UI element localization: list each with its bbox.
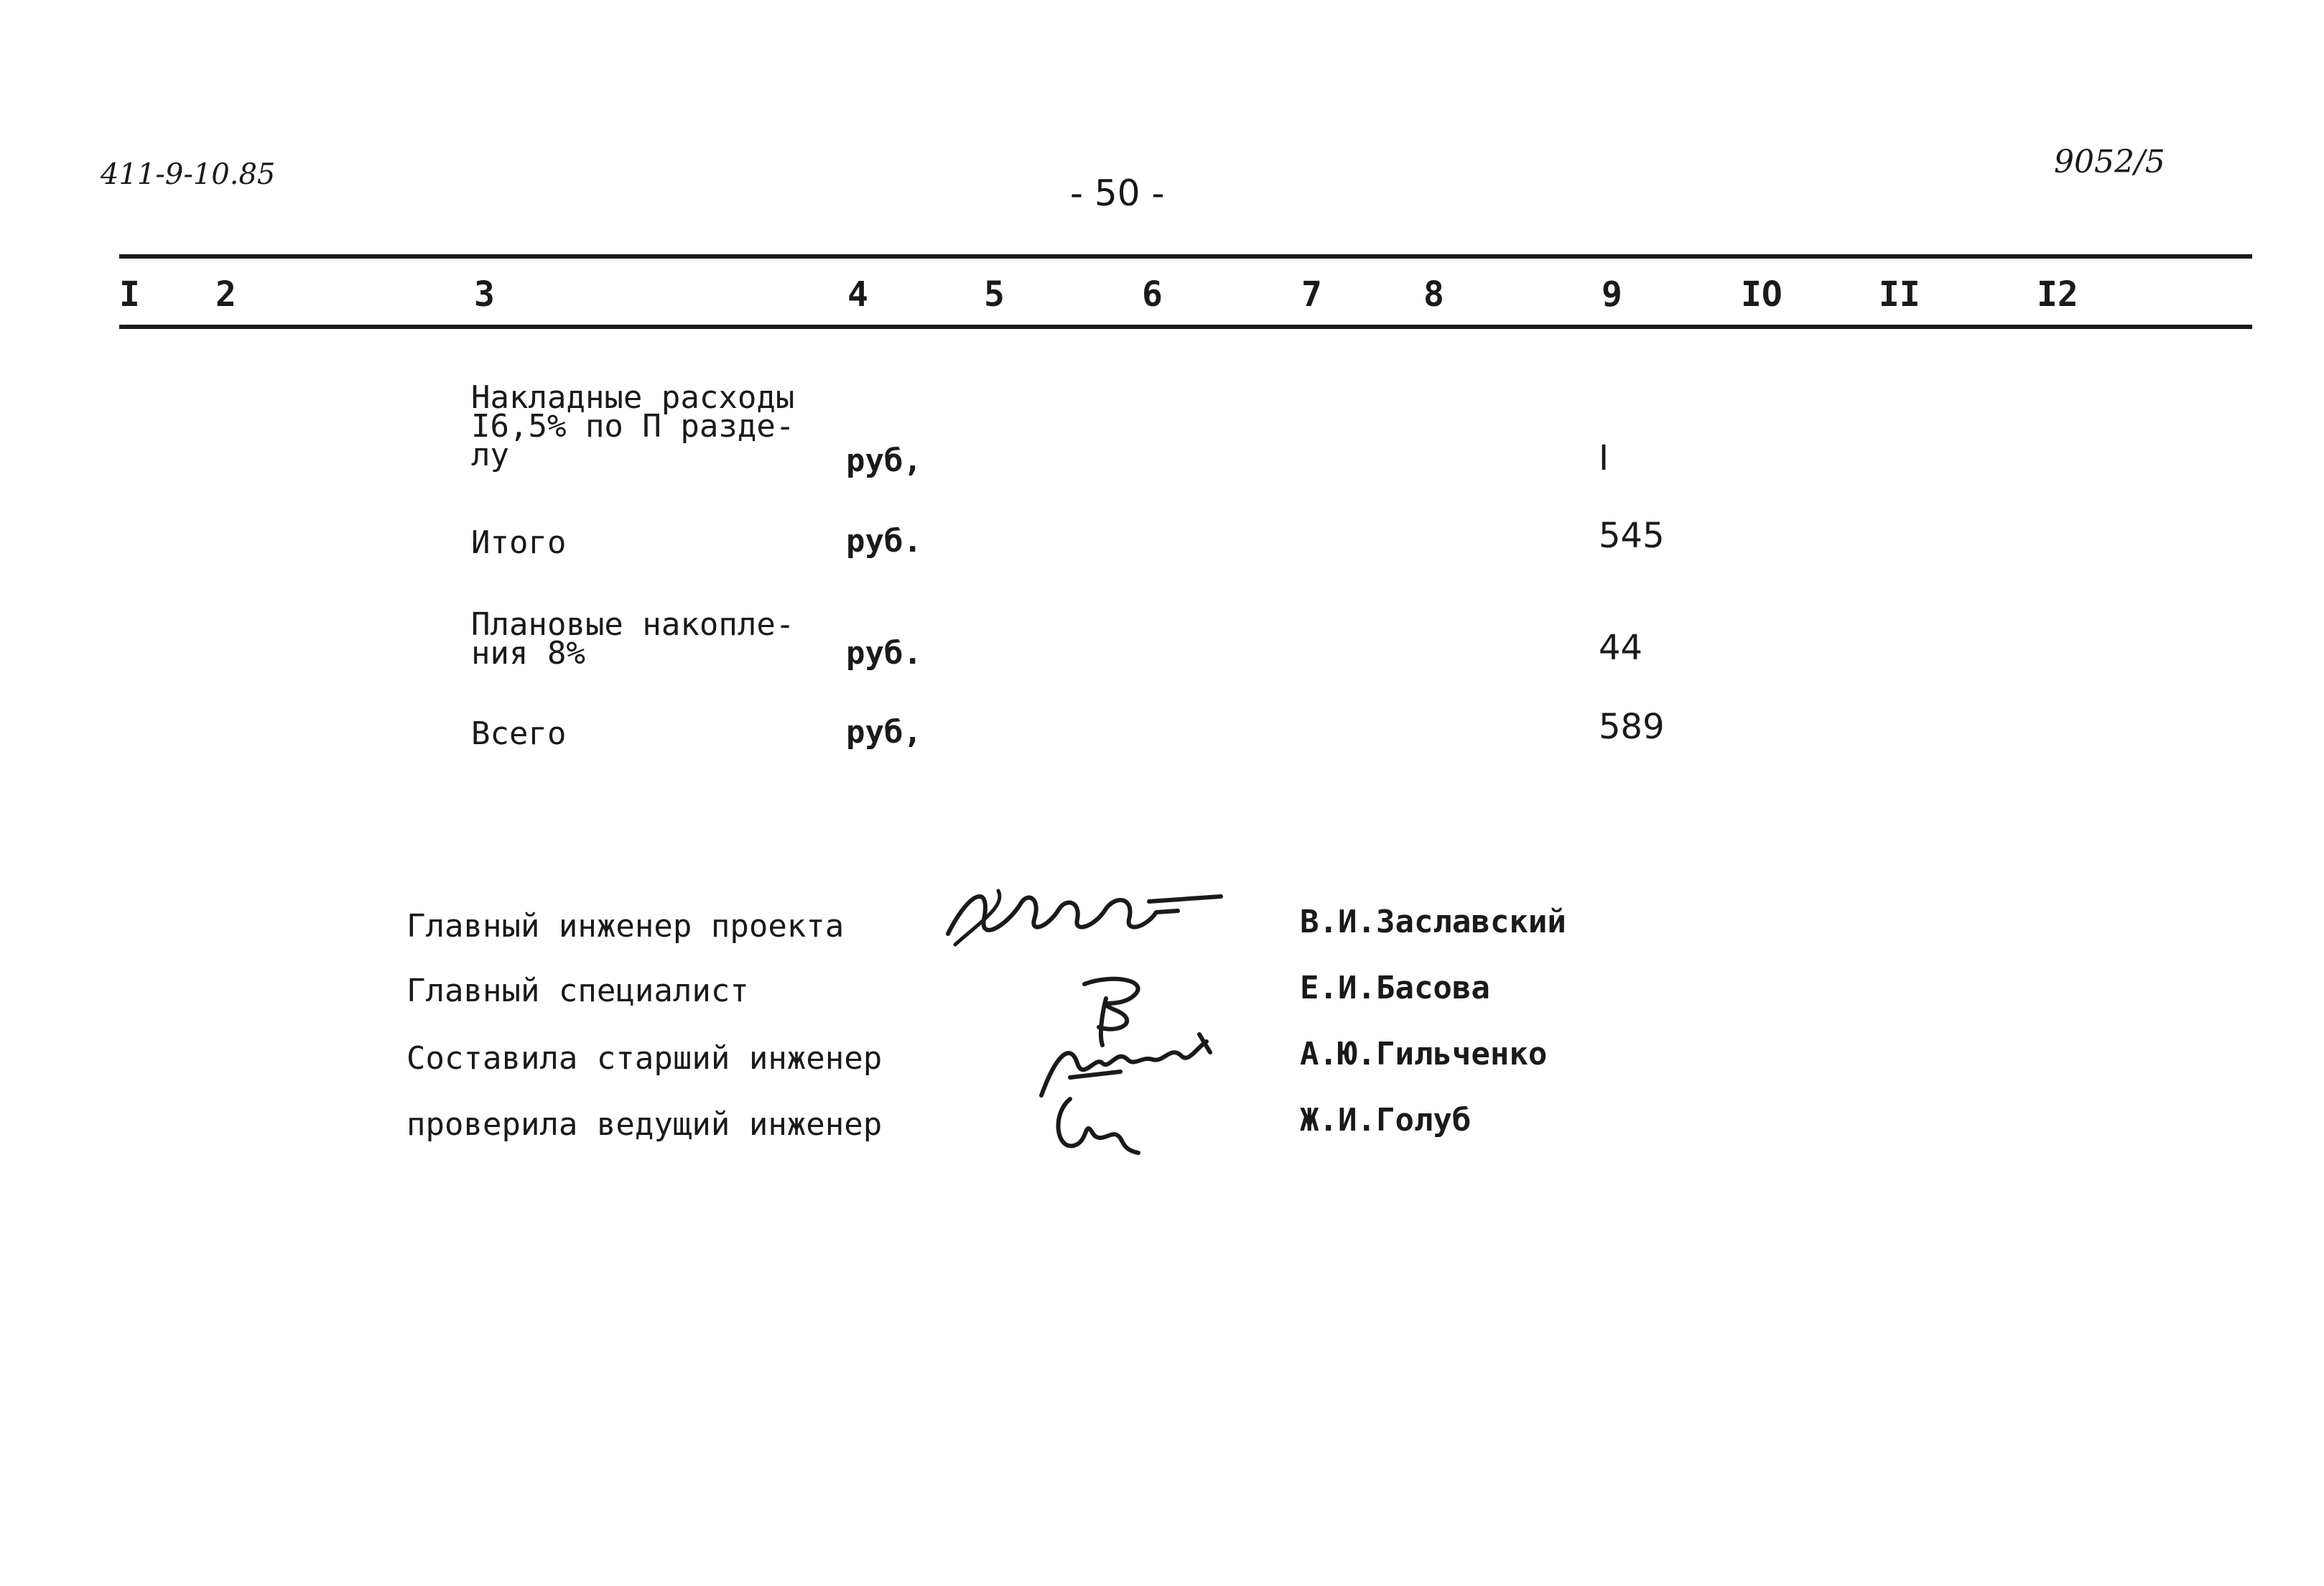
column-number: I2 [2037,274,2078,315]
column-number: IO [1741,274,1782,315]
column-number: 7 [1301,274,1322,315]
column-number: 5 [984,274,1005,315]
signer-role: Главный инженер проекта [406,908,845,945]
row-label: Плановые накопле- ния 8% [471,606,795,672]
signature-mark [941,876,1228,955]
table-header-rule [119,325,2252,329]
column-number: 9 [1602,274,1622,315]
column-number: 4 [847,274,868,315]
column-number: 6 [1142,274,1163,315]
signature-mark [1049,1092,1149,1164]
table-top-rule [119,254,2252,259]
row-unit: руб. [846,523,922,560]
page-number: - 50 - [1070,172,1165,214]
signer-role: Главный специалист [406,973,749,1009]
row-label: Итого [471,524,567,561]
row-value: 545 [1599,516,1665,556]
row-value: 44 [1599,628,1643,668]
signer-name: А.Ю.Гильченко [1300,1036,1548,1072]
column-number: 2 [215,274,236,315]
row-label: Всего [471,715,567,752]
row-value: I [1599,438,1609,478]
row-unit: руб, [846,714,922,751]
column-number: 3 [474,274,495,315]
signer-name: Е.И.Басова [1300,970,1490,1006]
column-number: I [119,274,140,315]
sheet-reference: 9052/5 [2054,144,2165,180]
signer-role: проверила ведущий инженер [406,1106,883,1143]
row-unit: руб, [846,442,922,479]
column-number: II [1879,274,1920,315]
signer-role: Составила старший инженер [406,1040,883,1077]
signer-name: Ж.И.Голуб [1300,1102,1472,1139]
signer-name: В.И.Заславский [1300,904,1566,940]
row-unit: руб. [846,635,922,672]
row-label: Накладные расходы I6,5% по П разде- лу [471,379,795,473]
document-code: 411-9-10.85 [101,158,276,191]
column-number: 8 [1423,274,1444,315]
row-value: 589 [1599,707,1665,747]
